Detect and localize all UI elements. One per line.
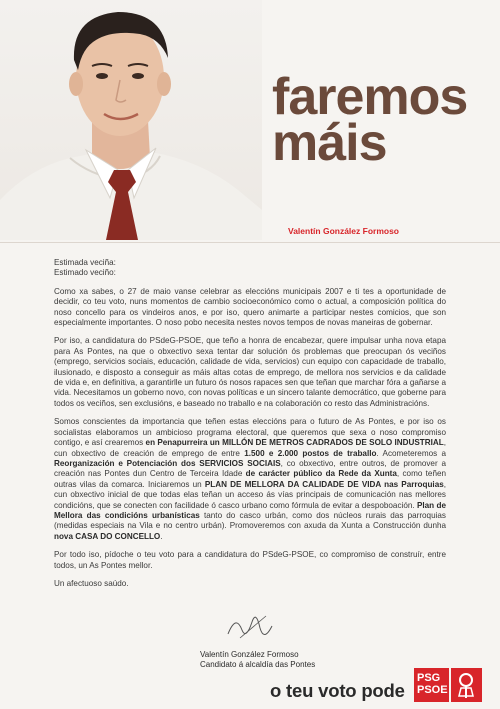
p3-text-o: . [160, 531, 163, 541]
headline-line1: faremos [272, 68, 468, 126]
greeting-male: Estimado veciño: [54, 268, 116, 278]
p3-bold-urbanisticas: Plan de Mellora das condicións urbanísticas [54, 500, 446, 520]
rose-icon [451, 668, 482, 702]
signature-block [200, 650, 315, 670]
logo-text [414, 668, 449, 702]
divider [0, 242, 500, 243]
psdeg-psoe-logo [414, 668, 482, 702]
logo-line2: PSOE [417, 684, 448, 696]
paragraph-3 [54, 417, 446, 542]
p3-bold-rede-xunta: de carácter público da Rede da Xunta [245, 469, 397, 479]
greeting-female: Estimada veciña: [54, 258, 116, 267]
p3-bold-casa-concello: nova CASA DO CONCELLO [54, 531, 161, 541]
p3-bold-servicios-sociais: Reorganización e Potenciación dos SERVICIOS SOCIAIS [54, 458, 281, 468]
signature-role: Candidato á alcaldía das Pontes [200, 660, 316, 669]
slogan: o teu voto pode [270, 680, 405, 701]
letter-body [54, 258, 446, 597]
p3-text-e: . Acometeremos a [376, 448, 446, 458]
header-signature: Valentín González Formoso [288, 226, 399, 236]
headline-line2: máis [272, 114, 387, 172]
logo-line1: PSG [417, 672, 441, 684]
p3-text-g: , co obxectivo, entre outros, de promover a creación nas Pontes dun Centro de Terceira Idade [54, 458, 446, 479]
p3-text-i: , como teñen outras vilas da comarca. Iniciaremos un [54, 469, 446, 489]
p3-bold-plan-mellora: PLAN DE MELLORA DA CALIDADE DE VIDA nas Parroquias [204, 479, 444, 489]
paragraph-2: Por iso, a candidatura do PSdeG-PSOE, que teño a honra de encabezar, quere impulsar unha nova etapa para As Pontes, na que o obxectivo sexa tentar dar solución ós problemas que preocupan ós veciños (emprego, servicios sociais, educación, calidade de vida, servicios) cun equipo con capacidade de traballo, ilusionado, e disposto a conseguir as máis altas cotas de emprego, de mellora nos servicios e da calidade de vida e, en definitiva, a garantirlle un futuro ós nosos rapaces sen que teñan que marchar fóra a gañarse a vida. Necesitamos un goberno novo, con novas políticas e un sincero talante democrático, que goberne para todos os veciños, sen exclusións, e baseado no traballo e na colaboración co resto das Administracións. [54, 336, 446, 408]
headline [272, 68, 492, 172]
p3-bold-solo-industrial: en Penapurreira un MILLÓN DE METROS CADRADOS DE SOLO INDUSTRIAL [145, 438, 444, 448]
p3-text-m: tanto do casco urbán, como dos núcleos rurais das parroquias (medidas especiais na Vila e no centro urbán). Promoveremos con axuda da Xunta a Construcción dunha [54, 510, 446, 531]
closing: Un afectuoso saúdo. [54, 578, 129, 588]
handwritten-signature [222, 604, 282, 648]
paragraph-4: Por todo iso, pídoche o teu voto para a candidatura do PSdeG-PSOE, co compromiso de construír, entre todos, un As Pontes mellor. [54, 550, 446, 570]
paragraph-1: Como xa sabes, o 27 de maio vanse celebrar as eleccións municipais 2007 e ti tes a oportunidade de decidir, co teu voto, nuns momentos de cambio socioeconómico como o actual, a composición política do noso concello para os vindeiros anos, e por iso, quero animarte a participar nestes comicios, que son especialmente importantes. O noso pobo necesita nestes novos tempos de novas maneiras de gobernar. [54, 286, 446, 328]
p3-text-c: , cun obxectivo de creación de emprego de entre [54, 438, 446, 458]
p3-text-k: , cun obxectivo inicial de que todas elas teñan un acceso ás vías principais de comunicación nas mellores condicións, que se conecten con facilidade ó casco urbano como fórmula de evitar a despoboación. [54, 479, 446, 510]
p3-text-a: Somos conscientes da importancia que teñen estas eleccións para o futuro de As Pontes, e por iso os socialistas elaboramos un ambicioso programa electoral, que queremos que sexa o noso compromiso contigo, e así crearemos [54, 417, 446, 448]
p3-bold-postos: 1.500 e 2.000 postos de traballo [244, 448, 377, 458]
candidate-photo [0, 0, 262, 240]
signature-name: Valentín González Formoso [200, 650, 299, 659]
